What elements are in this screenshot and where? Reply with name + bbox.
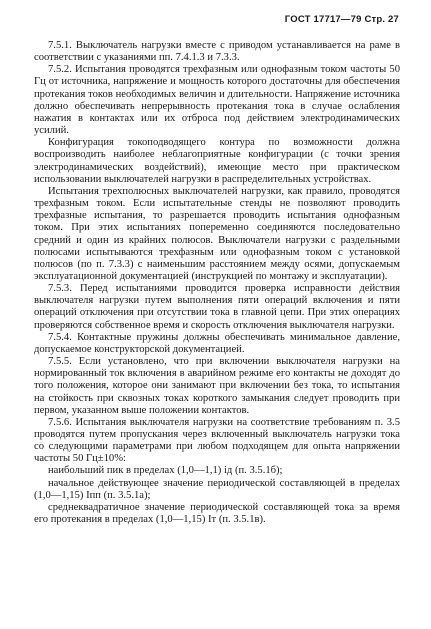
paragraph-7-5-3: 7.5.3. Перед испытаниями проводится проверка исправности действия выключателя нагрузки путем выполнения пяти операций включения и пяти операций отключения при отсутствии тока в главной цепи. При этих операциях проверяются собственное время и скорость отключения выключателя нагрузки. <box>34 283 400 331</box>
paragraph-three-pole-tests: Испытания трехполюсных выключателей нагрузки, как правило, проводятся трехфазным током. Если испытательные стенды не позволяют проводить трехфазные испытания, то разрешается проводить испытания однофазным током. При этих испытаниях попеременно соединяются последовательно средний и один из крайних полюсов. Выключатели нагрузки с раздельными полюсами испытываются трехфазным или однофазным током с установкой полюсов (по п. 7.3.3) с наименьшим расстоянием между осями, допускаемым эксплуатационной документацией (инструкцией по монтажу и эксплуатации). <box>34 185 400 282</box>
page-header <box>285 14 399 25</box>
paragraph-7-5-4: 7.5.4. Контактные пружины должны обеспечивать минимальное давление, допускаемое конструкторской документацией. <box>34 331 400 355</box>
list-item-initial-rms: начальное действующее значение периодической составляющей в пределах (1,0—1,15) Iпп (п. 3.5.1а); <box>34 477 400 501</box>
paragraph-circuit-configuration: Конфигурация токоподводящего контура по возможности должна воспроизводить наиболее неблагоприятные конфигурации (с точки зрения электродинамических воздействий), имеющие место при практическом использовании выключателей нагрузки в распределительных устройствах. <box>34 137 400 185</box>
list-item-peak-current: наибольший пик в пределах (1,0—1,1) iд (п. 3.5.1б); <box>48 465 283 477</box>
body-text <box>34 40 400 526</box>
paragraph-7-5-1: 7.5.1. Выключатель нагрузки вместе с приводом устанавливается на раме в соответствии с указаниями пп. 7.4.1.3 и 7.3.3. <box>34 40 400 64</box>
paragraph-7-5-5: 7.5.5. Если установлено, что при включении выключателя нагрузки на нормированный ток включения в аварийном режиме его контакты не доходят до того положения, которое они занимают при включении без тока, то испытания на стойкость при сквозных токах короткого замыкания следует проводить при первом, указанном выше положении контактов. <box>34 356 400 416</box>
standard-number: ГОСТ 17717—79 <box>284 14 362 25</box>
list-item-mean-square: среднеквадратичное значение периодической составляющей тока за время его протекания в пределах (1,0—1,15) Iт (п. 3.5.1в). <box>34 501 400 526</box>
paragraph-7-5-2: 7.5.2. Испытания проводятся трехфазным или однофазным током частоты 50 Гц от источника, напряжение и мощность которого достаточны для обеспечения протекания токов необходимых величин и длительности. Напряжение источника должно обеспечивать непрерывность протекания тока в случае ослабления нажатия в контактах или их отброса под действием электродинамических усилий. <box>34 64 400 137</box>
paragraph-7-5-6: 7.5.6. Испытания выключателя нагрузки на соответствие требованиям п. 3.5 проводятся путем пропускания через включенный выключатель нагрузки тока со следующими параметрами при любом подходящем для опыта напряжении частоты 50 Гц±10%: <box>34 416 400 465</box>
page-number: Стр. 27 <box>364 14 399 25</box>
